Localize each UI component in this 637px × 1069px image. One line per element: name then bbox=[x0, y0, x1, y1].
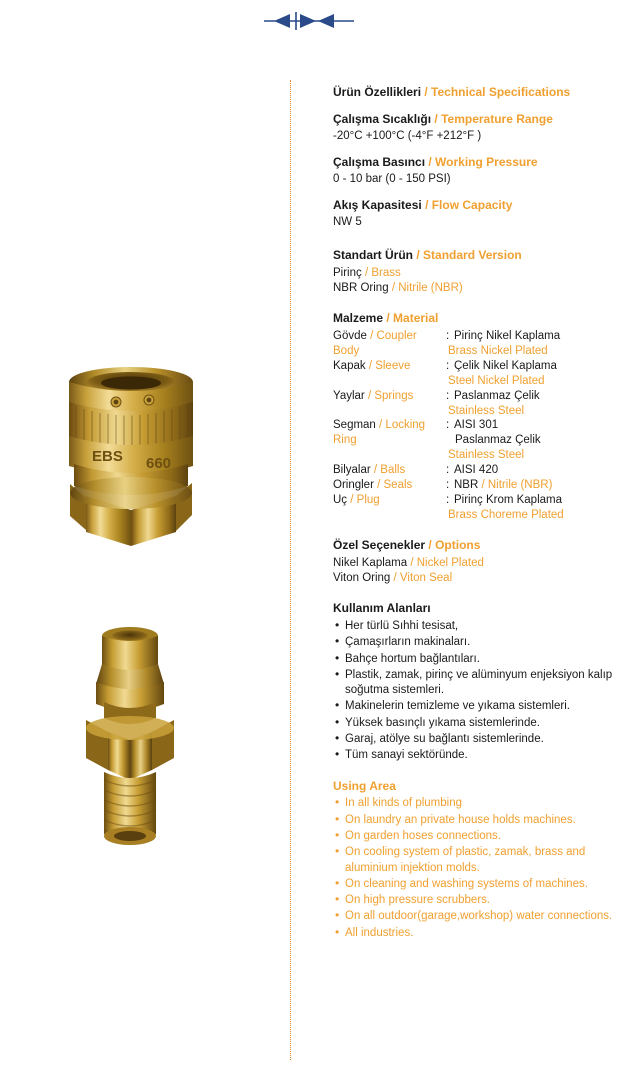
flow-direction-symbol bbox=[262, 8, 358, 34]
options-line-1-en: / Nickel Plated bbox=[410, 556, 484, 569]
options-line-2 bbox=[333, 571, 629, 586]
usage-area-tr-title: Kullanım Alanları bbox=[333, 601, 431, 616]
material-row-plug-tr: Uç bbox=[333, 494, 348, 507]
vertical-dotted-divider bbox=[290, 80, 291, 1060]
list-item: • On garden hoses connections. bbox=[333, 829, 629, 844]
material-row-body-value-en: Brass Nickel Plated bbox=[448, 344, 548, 357]
specs-title-en: / Technical Specifications bbox=[424, 85, 571, 99]
flow-value: NW 5 bbox=[333, 215, 362, 228]
list-item: • On cooling system of plastic, zamak, brass and aluminium injektion molds. bbox=[333, 845, 629, 876]
material-row-seals-tr: Oringler bbox=[333, 479, 374, 492]
list-item: • On all outdoor(garage,workshop) water connections. bbox=[333, 909, 629, 924]
material-row-locking-ring: Segman / Locking Ring : AISI 301 Paslanmaz Çelik Stainless Steel bbox=[333, 418, 629, 463]
list-item: • Bahçe hortum bağlantıları. bbox=[333, 652, 629, 667]
options-line-1 bbox=[333, 556, 629, 571]
material-row-plug: Uç / Plug : Pirinç Krom Kaplama Brass Choreme Plated bbox=[333, 493, 629, 523]
material-row-seals: Oringler / Seals : NBR / Nitrile (NBR) bbox=[333, 479, 553, 492]
options-title-en: / Options bbox=[428, 538, 481, 553]
pressure-block bbox=[333, 155, 629, 187]
material-row-springs: Yaylar / Springs : Paslanmaz Çelik Stainless Steel bbox=[333, 389, 629, 419]
standard-line-1-tr: Pirinç bbox=[333, 266, 362, 279]
options-line-2-tr: Viton Oring bbox=[333, 572, 391, 585]
standard-version-block bbox=[333, 248, 629, 296]
material-block bbox=[333, 311, 629, 523]
material-row-springs-value-tr: Paslanmaz Çelik bbox=[454, 389, 540, 402]
material-row-sleeve: Kapak / Sleeve : Çelik Nikel Kaplama Steel Nickel Plated bbox=[333, 359, 629, 389]
material-row-seals-value-en: / Nitrile (NBR) bbox=[481, 479, 553, 492]
options-line-2-en: / Viton Seal bbox=[393, 572, 453, 585]
temperature-value: -20°C +100°C (-4°F +212°F ) bbox=[333, 129, 482, 142]
usage-area-tr-block bbox=[333, 601, 629, 763]
list-item: • Her türlü Sıhhi tesisat, bbox=[333, 619, 629, 634]
material-row-springs-value-en: Stainless Steel bbox=[448, 404, 525, 417]
coupler-brand-text: EBS bbox=[92, 448, 123, 465]
material-row-body-en: / Coupler Body bbox=[333, 329, 417, 357]
material-row-locking-ring-value-en: Stainless Steel bbox=[448, 449, 525, 462]
usage-area-en-block bbox=[333, 779, 629, 941]
material-row-locking-ring-en: / Locking Ring bbox=[333, 419, 426, 447]
temperature-block bbox=[333, 112, 629, 144]
list-item: • Makinelerin temizleme ve yıkama sistemleri. bbox=[333, 699, 629, 714]
material-row-seals-value-tr: NBR bbox=[454, 479, 479, 492]
standard-title-en: / Standard Version bbox=[416, 247, 522, 262]
list-item: • Garaj, atölye su bağlantı sistemlerinde. bbox=[333, 732, 629, 747]
coupler-plug-image bbox=[60, 620, 200, 870]
flow-label-tr: Akış Kapasitesi bbox=[333, 197, 422, 212]
options-block bbox=[333, 538, 629, 586]
list-item: • Yüksek basınçlı yıkama sistemlerinde. bbox=[333, 716, 629, 731]
material-row-body-tr: Gövde bbox=[333, 329, 367, 342]
material-row-sleeve-en: / Sleeve bbox=[368, 359, 411, 372]
material-row-plug-value-en: Brass Choreme Plated bbox=[448, 509, 564, 522]
material-row-balls-en: / Balls bbox=[373, 464, 406, 477]
list-item: • On high pressure scrubbers. bbox=[333, 893, 629, 908]
list-item: • On cleaning and washing systems of machines. bbox=[333, 877, 629, 892]
pressure-label-tr: Çalışma Basıncı bbox=[333, 154, 426, 169]
material-row-springs-tr: Yaylar bbox=[333, 389, 365, 402]
list-item: • Çamaşırların makinaları. bbox=[333, 635, 629, 650]
material-row-seals-en: / Seals bbox=[377, 479, 413, 492]
list-item: • Plastik, zamak, pirinç ve alüminyum enjeksiyon kalıp soğutma sistemleri. bbox=[333, 668, 629, 699]
coupler-model-text: 660 bbox=[146, 455, 172, 472]
flow-block bbox=[333, 198, 629, 230]
material-row-sleeve-value-en: Steel Nickel Plated bbox=[448, 374, 545, 387]
list-item: • All industries. bbox=[333, 926, 629, 941]
material-row-springs-en: / Springs bbox=[367, 389, 414, 402]
material-row-locking-ring-value-tr2: Paslanmaz Çelik bbox=[455, 434, 541, 447]
product-image-column bbox=[0, 60, 285, 1060]
standard-line-1 bbox=[333, 266, 629, 281]
specs-title-tr: Ürün Özellikleri bbox=[333, 85, 422, 99]
standard-title-tr: Standart Ürün bbox=[333, 247, 414, 262]
material-row-body-value-tr: Pirinç Nikel Kaplama bbox=[454, 329, 561, 342]
coupler-socket-image bbox=[36, 360, 226, 560]
pressure-value: 0 - 10 bar (0 - 150 PSI) bbox=[333, 172, 451, 185]
usage-area-tr-list bbox=[333, 619, 629, 764]
temperature-label-tr: Çalışma Sıcaklığı bbox=[333, 111, 432, 126]
material-title-tr: Malzeme bbox=[333, 311, 384, 325]
options-title-tr: Özel Seçenekler bbox=[333, 538, 426, 553]
usage-area-en-list bbox=[333, 796, 629, 941]
material-row-balls: Bilyalar / Balls : AISI 420 bbox=[333, 464, 499, 477]
usage-area-en-title: Using Area bbox=[333, 778, 396, 793]
options-line-1-tr: Nikel Kaplama bbox=[333, 556, 408, 569]
material-row-body: Gövde / Coupler Body : Pirinç Nikel Kaplama Brass Nickel Plated bbox=[333, 329, 629, 359]
specs-title-block bbox=[333, 85, 629, 101]
temperature-label-en: / Temperature Range bbox=[434, 111, 553, 126]
standard-line-1-en: / Brass bbox=[364, 266, 401, 279]
material-row-locking-ring-tr: Segman bbox=[333, 419, 376, 432]
standard-line-2-tr: NBR Oring bbox=[333, 281, 389, 294]
pressure-label-en: / Working Pressure bbox=[428, 154, 538, 169]
standard-line-2-en: / Nitrile (NBR) bbox=[391, 281, 463, 294]
technical-specifications-panel bbox=[333, 85, 629, 952]
material-row-plug-value-tr: Pirinç Krom Kaplama bbox=[454, 494, 563, 507]
material-row-balls-tr: Bilyalar bbox=[333, 464, 371, 477]
standard-line-2 bbox=[333, 281, 629, 296]
material-row-locking-ring-value-tr: AISI 301 bbox=[454, 419, 499, 432]
material-row-balls-value-tr: AISI 420 bbox=[454, 464, 499, 477]
material-row-sleeve-value-tr: Çelik Nikel Kaplama bbox=[454, 359, 557, 372]
list-item: • In all kinds of plumbing bbox=[333, 796, 629, 811]
material-row-plug-en: / Plug bbox=[350, 494, 380, 507]
material-row-sleeve-tr: Kapak bbox=[333, 359, 366, 372]
flow-label-en: / Flow Capacity bbox=[425, 197, 513, 212]
material-title-en: / Material bbox=[386, 311, 439, 325]
list-item: • Tüm sanayi sektöründe. bbox=[333, 748, 629, 763]
list-item: • On laundry an private house holds machines. bbox=[333, 813, 629, 828]
